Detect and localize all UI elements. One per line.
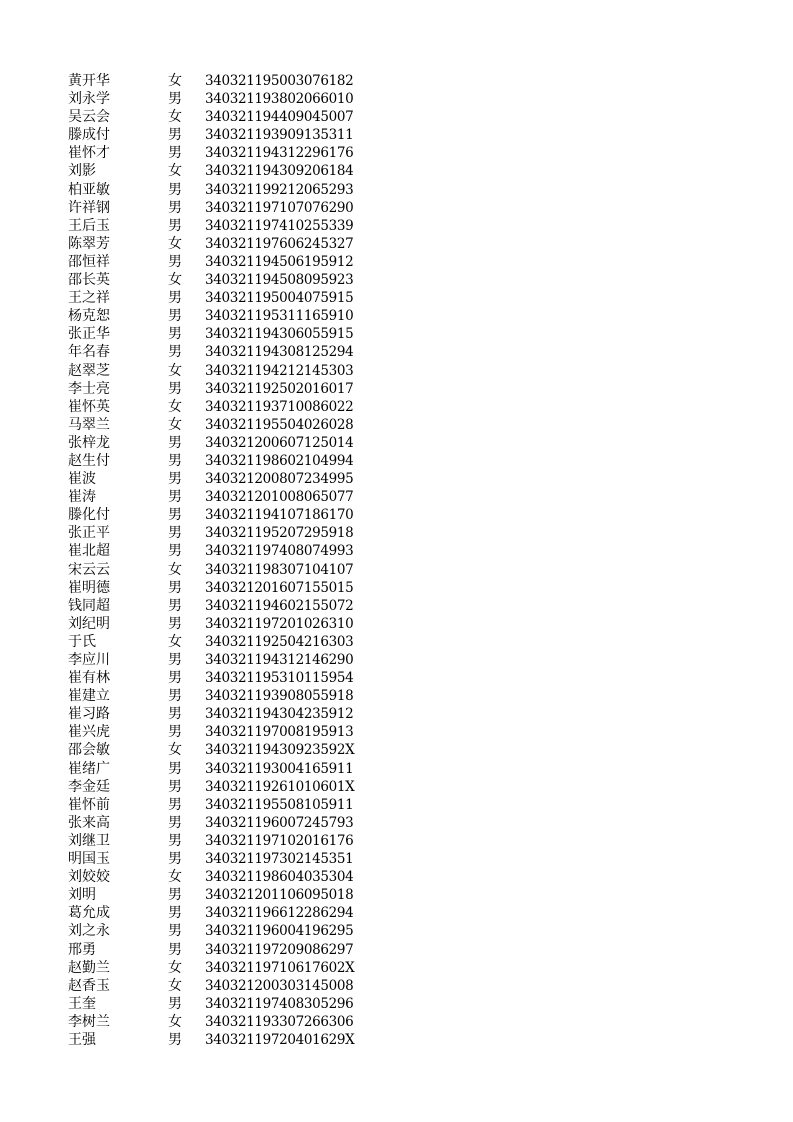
person-gender: 女 — [168, 1013, 182, 1030]
person-name: 吴云会 — [68, 109, 110, 126]
table-row — [0, 144, 793, 162]
table-row — [0, 1013, 793, 1031]
id-number: 340321197008195913 — [205, 724, 354, 741]
id-number: 340321197201026310 — [205, 615, 354, 632]
person-name: 李金廷 — [68, 778, 110, 795]
table-row — [0, 253, 793, 271]
person-name: 邵会敏 — [68, 742, 110, 759]
person-gender: 男 — [168, 434, 182, 451]
person-gender: 男 — [168, 217, 182, 234]
person-gender: 女 — [168, 959, 182, 976]
id-number: 340321194506195912 — [205, 253, 354, 270]
id-number: 340321197606245327 — [205, 235, 354, 252]
person-gender: 男 — [168, 670, 182, 687]
person-gender: 女 — [168, 398, 182, 415]
person-gender: 女 — [168, 272, 182, 289]
person-gender: 男 — [168, 253, 182, 270]
person-name: 邵长英 — [68, 272, 110, 289]
id-number: 340321197107076290 — [205, 199, 354, 216]
person-name: 滕成付 — [68, 127, 110, 144]
person-name: 崔怀英 — [68, 398, 110, 415]
table-row — [0, 868, 793, 886]
table-row — [0, 741, 793, 759]
person-gender: 男 — [168, 91, 182, 108]
person-name: 邵恒祥 — [68, 253, 110, 270]
id-number: 340321201106095018 — [205, 887, 354, 904]
table-row — [0, 362, 793, 380]
id-number: 340321198604035304 — [205, 869, 354, 886]
person-gender: 男 — [168, 145, 182, 162]
table-row — [0, 398, 793, 416]
person-name: 黄开华 — [68, 73, 110, 89]
id-number: 340321194306055915 — [205, 326, 354, 343]
id-number: 340321194508095923 — [205, 272, 354, 289]
table-row — [0, 705, 793, 723]
person-name: 崔绪广 — [68, 760, 110, 777]
person-gender: 男 — [168, 489, 182, 506]
person-name: 王强 — [68, 1031, 96, 1048]
person-name: 刘永学 — [68, 91, 110, 108]
table-row — [0, 814, 793, 832]
table-row — [0, 579, 793, 597]
person-gender: 男 — [168, 724, 182, 741]
id-number: 340321195003076182 — [205, 73, 354, 89]
person-gender: 女 — [168, 235, 182, 252]
table-row — [0, 199, 793, 217]
person-gender: 女 — [168, 362, 182, 379]
person-name: 王奎 — [68, 995, 96, 1012]
id-number: 340321195004075915 — [205, 290, 354, 307]
table-row — [0, 235, 793, 253]
id-number: 340321197410255339 — [205, 217, 354, 234]
person-name: 许祥钢 — [68, 199, 110, 216]
id-number: 34032119720401629X — [205, 1031, 355, 1048]
id-number: 340321196612286294 — [205, 905, 354, 922]
id-number: 340321194312296176 — [205, 145, 354, 162]
id-number: 340321197408074993 — [205, 543, 354, 560]
id-number: 340321194409045007 — [205, 109, 354, 126]
id-number: 340321195207295918 — [205, 525, 354, 542]
table-row — [0, 959, 793, 977]
id-number: 340321201008065077 — [205, 489, 354, 506]
id-number: 340321193307266306 — [205, 1013, 354, 1030]
table-row — [0, 307, 793, 325]
id-number: 340321194309206184 — [205, 163, 354, 180]
id-number: 340321195310115954 — [205, 670, 354, 687]
id-number: 340321199212065293 — [205, 181, 354, 198]
person-gender: 男 — [168, 127, 182, 144]
roster-sheet — [0, 72, 793, 1049]
id-number: 340321193909135311 — [205, 127, 354, 144]
person-gender: 男 — [168, 851, 182, 868]
person-name: 张正华 — [68, 326, 110, 343]
person-gender: 男 — [168, 941, 182, 958]
person-name: 赵翠芝 — [68, 362, 110, 379]
id-number: 340321193908055918 — [205, 688, 354, 705]
person-name: 张梓龙 — [68, 434, 110, 451]
table-row — [0, 90, 793, 108]
table-row — [0, 977, 793, 995]
id-number: 340321200303145008 — [205, 977, 354, 994]
table-row — [0, 181, 793, 199]
id-number: 340321200607125014 — [205, 434, 354, 451]
table-row — [0, 796, 793, 814]
person-gender: 女 — [168, 742, 182, 759]
id-number: 340321198307104107 — [205, 561, 354, 578]
person-gender: 男 — [168, 380, 182, 397]
id-number: 340321194602155072 — [205, 597, 354, 614]
person-name: 刘姣姣 — [68, 869, 110, 886]
id-number: 340321194212145303 — [205, 362, 354, 379]
person-gender: 女 — [168, 633, 182, 650]
person-gender: 男 — [168, 452, 182, 469]
person-name: 钱同超 — [68, 597, 110, 614]
person-gender: 男 — [168, 199, 182, 216]
table-row — [0, 561, 793, 579]
person-name: 李士亮 — [68, 380, 110, 397]
id-number: 340321194308125294 — [205, 344, 354, 361]
table-row — [0, 778, 793, 796]
table-row — [0, 542, 793, 560]
id-number: 340321194107186170 — [205, 507, 354, 524]
person-gender: 男 — [168, 290, 182, 307]
table-row — [0, 886, 793, 904]
id-number: 340321194304235912 — [205, 706, 354, 723]
person-name: 柏亚敏 — [68, 181, 110, 198]
person-gender: 男 — [168, 760, 182, 777]
id-number: 34032119430923592X — [205, 742, 355, 759]
person-name: 王之祥 — [68, 290, 110, 307]
person-gender: 男 — [168, 706, 182, 723]
person-gender: 女 — [168, 109, 182, 126]
person-gender: 女 — [168, 869, 182, 886]
person-name: 李树兰 — [68, 1013, 110, 1030]
person-name: 葛允成 — [68, 905, 110, 922]
person-gender: 男 — [168, 344, 182, 361]
person-gender: 男 — [168, 832, 182, 849]
table-row — [0, 995, 793, 1013]
id-number: 340321195311165910 — [205, 308, 354, 325]
person-name: 杨克恕 — [68, 308, 110, 325]
table-row — [0, 72, 793, 90]
id-number: 340321198602104994 — [205, 452, 354, 469]
table-row — [0, 1031, 793, 1049]
person-gender: 男 — [168, 905, 182, 922]
id-number: 340321200807234995 — [205, 471, 354, 488]
person-gender: 男 — [168, 579, 182, 596]
table-row — [0, 126, 793, 144]
person-gender: 男 — [168, 688, 182, 705]
person-name: 赵勤兰 — [68, 959, 110, 976]
person-gender: 男 — [168, 308, 182, 325]
person-gender: 女 — [168, 163, 182, 180]
table-row — [0, 217, 793, 235]
person-name: 张来高 — [68, 814, 110, 831]
person-name: 陈翠芳 — [68, 235, 110, 252]
table-row — [0, 434, 793, 452]
id-number: 340321201607155015 — [205, 579, 354, 596]
id-number: 340321192504216303 — [205, 633, 354, 650]
table-row — [0, 850, 793, 868]
person-name: 崔涛 — [68, 489, 96, 506]
id-number: 340321197302145351 — [205, 851, 354, 868]
person-gender: 男 — [168, 778, 182, 795]
table-row — [0, 343, 793, 361]
table-row — [0, 488, 793, 506]
person-name: 刘之永 — [68, 923, 110, 940]
table-row — [0, 470, 793, 488]
table-row — [0, 162, 793, 180]
table-row — [0, 651, 793, 669]
person-gender: 男 — [168, 814, 182, 831]
table-row — [0, 723, 793, 741]
person-gender: 男 — [168, 887, 182, 904]
table-row — [0, 416, 793, 434]
person-name: 崔有林 — [68, 670, 110, 687]
table-row — [0, 904, 793, 922]
person-name: 张正平 — [68, 525, 110, 542]
person-gender: 女 — [168, 73, 182, 89]
person-name: 邢勇 — [68, 941, 96, 958]
id-number: 340321192502016017 — [205, 380, 354, 397]
person-gender: 男 — [168, 597, 182, 614]
table-row — [0, 941, 793, 959]
person-name: 刘明 — [68, 887, 96, 904]
id-number: 340321197209086297 — [205, 941, 354, 958]
person-gender: 男 — [168, 796, 182, 813]
table-row — [0, 633, 793, 651]
table-row — [0, 289, 793, 307]
id-number: 34032119261010601X — [205, 778, 355, 795]
person-gender: 男 — [168, 923, 182, 940]
id-number: 340321197408305296 — [205, 995, 354, 1012]
table-row — [0, 380, 793, 398]
id-number: 340321193004165911 — [205, 760, 354, 777]
person-gender: 男 — [168, 543, 182, 560]
person-name: 崔明德 — [68, 579, 110, 596]
table-row — [0, 452, 793, 470]
table-row — [0, 108, 793, 126]
person-gender: 女 — [168, 977, 182, 994]
person-gender: 男 — [168, 326, 182, 343]
table-row — [0, 922, 793, 940]
person-gender: 男 — [168, 615, 182, 632]
person-name: 崔习路 — [68, 706, 110, 723]
person-name: 崔兴虎 — [68, 724, 110, 741]
person-gender: 女 — [168, 561, 182, 578]
table-row — [0, 832, 793, 850]
id-number: 34032119710617602X — [205, 959, 355, 976]
id-number: 340321196004196295 — [205, 923, 354, 940]
person-gender: 男 — [168, 1031, 182, 1048]
table-row — [0, 760, 793, 778]
person-name: 崔怀前 — [68, 796, 110, 813]
person-gender: 男 — [168, 995, 182, 1012]
person-gender: 男 — [168, 507, 182, 524]
table-row — [0, 271, 793, 289]
person-gender: 男 — [168, 525, 182, 542]
person-gender: 男 — [168, 181, 182, 198]
person-name: 李应川 — [68, 652, 110, 668]
person-name: 崔建立 — [68, 688, 110, 705]
person-name: 刘继卫 — [68, 832, 110, 849]
table-row — [0, 597, 793, 615]
person-gender: 男 — [168, 471, 182, 488]
person-name: 崔北超 — [68, 543, 110, 560]
person-name: 赵香玉 — [68, 977, 110, 994]
person-name: 赵生付 — [68, 452, 110, 469]
table-row — [0, 615, 793, 633]
person-name: 刘影 — [68, 163, 96, 180]
person-name: 滕化付 — [68, 507, 110, 524]
id-number: 340321195504026028 — [205, 416, 354, 433]
person-name: 于氏 — [68, 633, 96, 650]
id-number: 340321195508105911 — [205, 796, 354, 813]
table-row — [0, 506, 793, 524]
person-name: 宋云云 — [68, 561, 110, 578]
id-number: 340321193802066010 — [205, 91, 354, 108]
person-name: 崔怀才 — [68, 145, 110, 162]
person-gender: 男 — [168, 652, 182, 668]
id-number: 340321193710086022 — [205, 398, 354, 415]
id-number: 340321197102016176 — [205, 832, 354, 849]
table-row — [0, 669, 793, 687]
person-name: 明国玉 — [68, 851, 110, 868]
person-gender: 女 — [168, 416, 182, 433]
person-name: 王后玉 — [68, 217, 110, 234]
table-row — [0, 687, 793, 705]
table-row — [0, 524, 793, 542]
person-name: 刘纪明 — [68, 615, 110, 632]
table-row — [0, 325, 793, 343]
id-number: 340321196007245793 — [205, 814, 354, 831]
person-name: 年名春 — [68, 344, 110, 361]
person-name: 崔波 — [68, 471, 96, 488]
id-number: 340321194312146290 — [205, 652, 354, 668]
person-name: 马翠兰 — [68, 416, 110, 433]
